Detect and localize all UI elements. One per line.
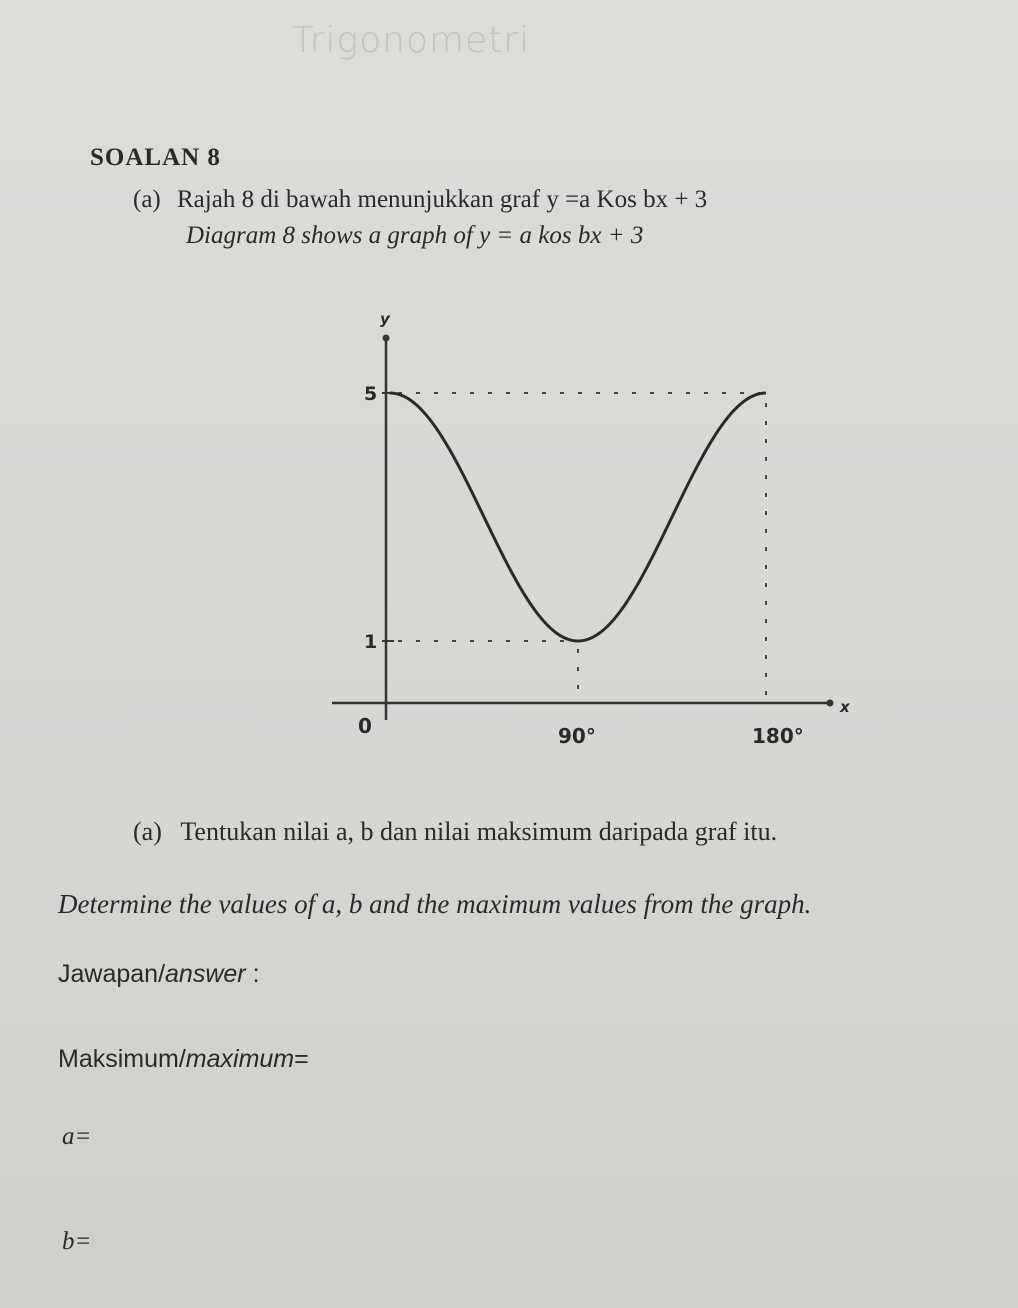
maximum-label-english: maximum [185,1045,295,1073]
y-tick-label-1: 1 [364,631,378,653]
handwritten-note: Trigonometri [292,20,531,61]
answer-label-suffix: : [245,960,260,988]
maximum-label-malay: Maksimum/ [58,1045,186,1073]
subquestion-malay [133,817,777,847]
part-a-malay-text: Rajah 8 di bawah menunjukkan graf y =a Kos bx + 3 [177,186,708,213]
x-tick-label-90: 90° [558,724,596,748]
y-tick-label-5: 5 [364,383,378,405]
y-axis-label: y [380,310,390,328]
answer-label-english: answer [165,960,246,988]
answer-b-field[interactable]: b= [62,1228,92,1255]
subquestion-label: (a) [133,817,162,846]
part-a-english: Diagram 8 shows a graph of y = a kos bx + 3 [186,222,644,249]
x-axis-label: x [840,698,850,716]
y-axis-arrow [383,335,390,342]
answer-label [58,960,260,989]
part-a-label: (a) [133,186,161,213]
question-title: SOALAN 8 [90,144,221,171]
x-tick-label-0: 0 [358,714,372,738]
cosine-curve [390,393,766,641]
answer-a-field[interactable]: a= [62,1123,92,1150]
subquestion-english: Determine the values of a, b and the maximum values from the graph. [58,889,812,919]
maximum-equals: = [294,1045,309,1073]
maximum-label [58,1045,309,1074]
x-tick-label-180: 180° [752,724,804,748]
answer-label-malay: Jawapan/ [58,960,166,988]
x-axis-arrow [827,700,834,707]
subquestion-malay-text: Tentukan nilai a, b dan nilai maksimum daripada graf itu. [180,817,778,846]
